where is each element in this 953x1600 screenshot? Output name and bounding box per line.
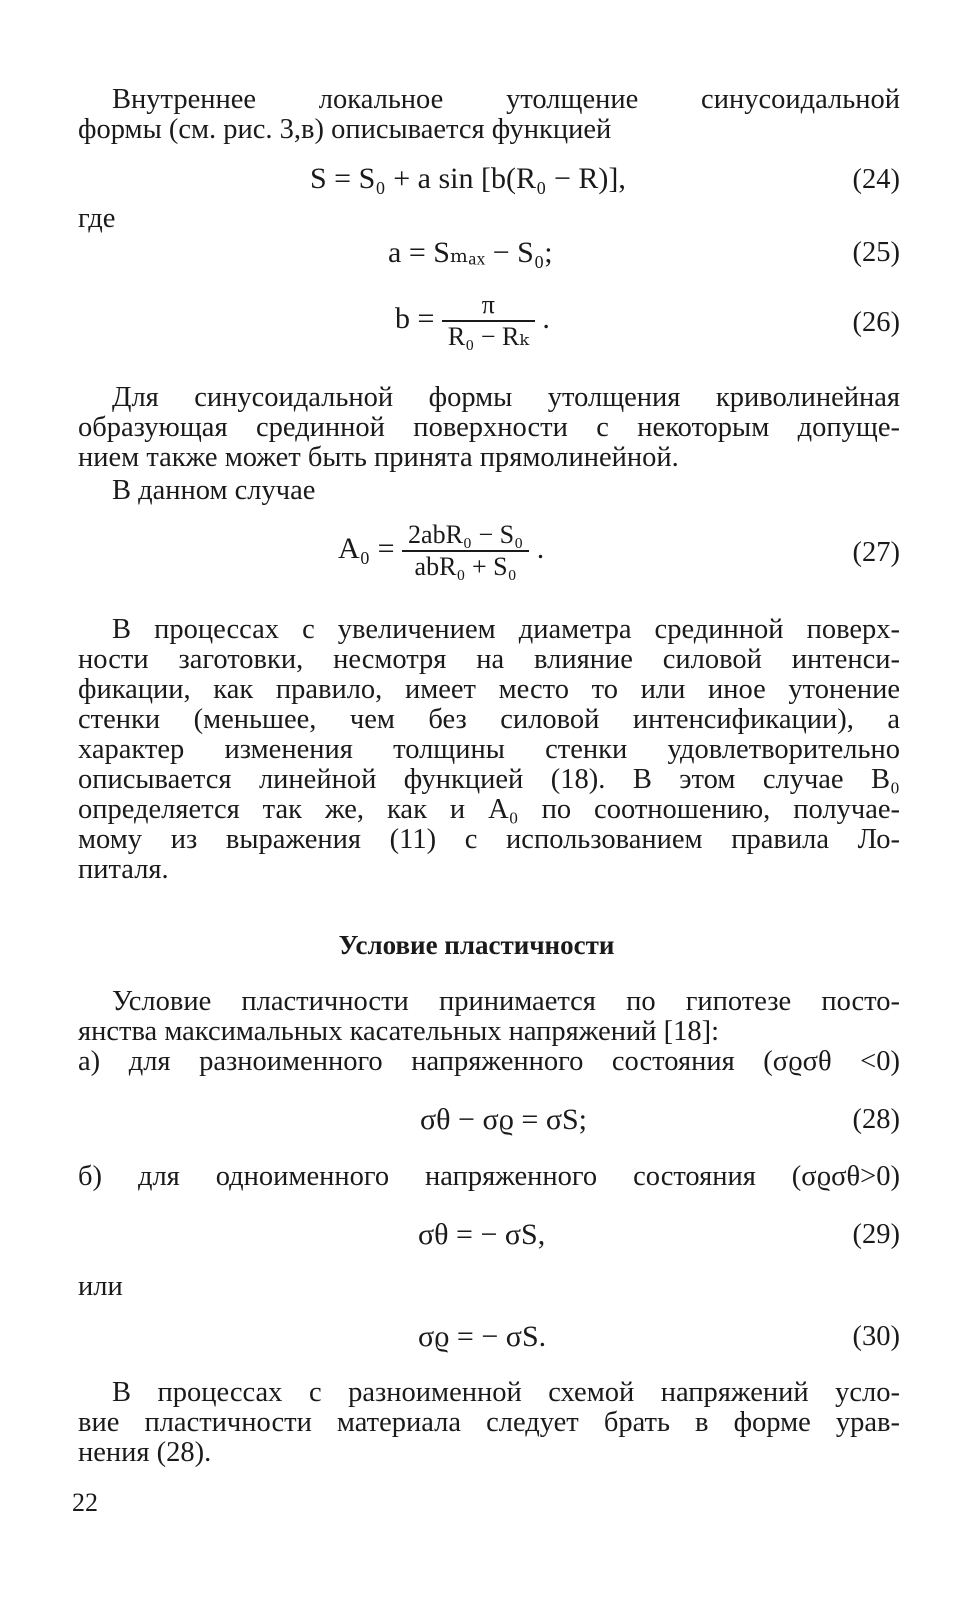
- p2-line-3: нием также может быть принята прямолинейной.: [78, 442, 679, 473]
- equation-number-29: (29): [852, 1219, 900, 1250]
- equation-28: σθ − σϱ = σS;: [420, 1103, 588, 1136]
- p5-line-2: янства максимальных касательных напряжений [18]:: [78, 1016, 720, 1047]
- equation-number-28: (28): [852, 1104, 900, 1135]
- p4-line-5: характер изменения толщины стенки удовлетворительно: [78, 734, 900, 765]
- equation-number-25: (25): [852, 237, 900, 268]
- equation-30: σϱ = − σS.: [418, 1320, 547, 1353]
- p5-line-1: Условие пластичности принимается по гипотезе посто-: [112, 986, 900, 1017]
- p4-line-2: ности заготовки, несмотря на влияние силовой интенси-: [78, 644, 900, 675]
- p7-line-1: В процессах с разноименной схемой напряжений усло-: [112, 1377, 900, 1408]
- equation-26-numerator: π: [442, 290, 535, 322]
- p4-line-6: описывается линейной функцией (18). В этом случае B₀: [78, 764, 900, 795]
- where-word: где: [78, 203, 116, 234]
- equation-24: S = S₀ + a sin [b(R₀ − R)],: [310, 162, 626, 195]
- equation-27-numerator: 2abR₀ − S₀: [402, 520, 529, 552]
- p4-line-1: В процессах с увеличением диаметра срединной поверх-: [112, 614, 900, 645]
- p3-line-1: В данном случае: [112, 475, 316, 506]
- p4-line-4: стенки (меньшее, чем без силовой интенсификации), а: [78, 704, 900, 735]
- p4-line-8: мому из выражения (11) с использованием правила Ло-: [78, 824, 900, 855]
- equation-number-27: (27): [852, 537, 900, 568]
- p2-line-2: образующая срединной поверхности с некоторым допуще-: [78, 412, 900, 443]
- equation-27: [338, 520, 544, 582]
- p1-line-1: Внутреннее локальное утолщение синусоидальной: [112, 84, 900, 115]
- equation-27-tail: .: [536, 531, 545, 565]
- equation-26-tail: .: [542, 301, 550, 335]
- p1-line-2: формы (см. рис. 3,в) описывается функцией: [78, 114, 612, 145]
- page-number: 22: [72, 1488, 98, 1517]
- p2-line-1: Для синусоидальной формы утолщения криволинейная: [112, 382, 900, 413]
- equation-29: σθ = − σS,: [418, 1218, 546, 1251]
- p4-line-3: фикации, как правило, имеет место то или иное утонение: [78, 674, 900, 705]
- or-word: или: [78, 1271, 123, 1302]
- section-heading: Условие пластичности: [338, 930, 615, 960]
- equation-26-fraction: [442, 290, 535, 352]
- equation-26-denominator: R₀ − Rₖ: [447, 322, 529, 351]
- equation-26-lhs: b =: [395, 301, 435, 335]
- equation-27-denominator: abR₀ + S₀: [414, 552, 517, 581]
- equation-25: a = Sₘₐₓ − S₀;: [388, 236, 553, 269]
- equation-number-24: (24): [852, 164, 900, 195]
- equation-27-fraction: [402, 520, 529, 582]
- p6-line-1: б) для одноименного напряженного состояния (σϱσθ>0): [78, 1161, 900, 1192]
- p7-line-2: вие пластичности материала следует брать в форме урав-: [78, 1407, 900, 1438]
- equation-27-lhs: A₀ =: [338, 531, 395, 565]
- p7-line-3: нения (28).: [78, 1437, 212, 1468]
- p4-line-9: питаля.: [78, 854, 169, 885]
- equation-number-26: (26): [852, 307, 900, 338]
- p4-line-7: определяется так же, как и A₀ по соотношению, получае-: [78, 794, 900, 825]
- p5-line-3: а) для разноименного напряженного состояния (σϱσθ <0): [78, 1046, 900, 1077]
- equation-number-30: (30): [852, 1321, 900, 1352]
- equation-26: [395, 290, 550, 352]
